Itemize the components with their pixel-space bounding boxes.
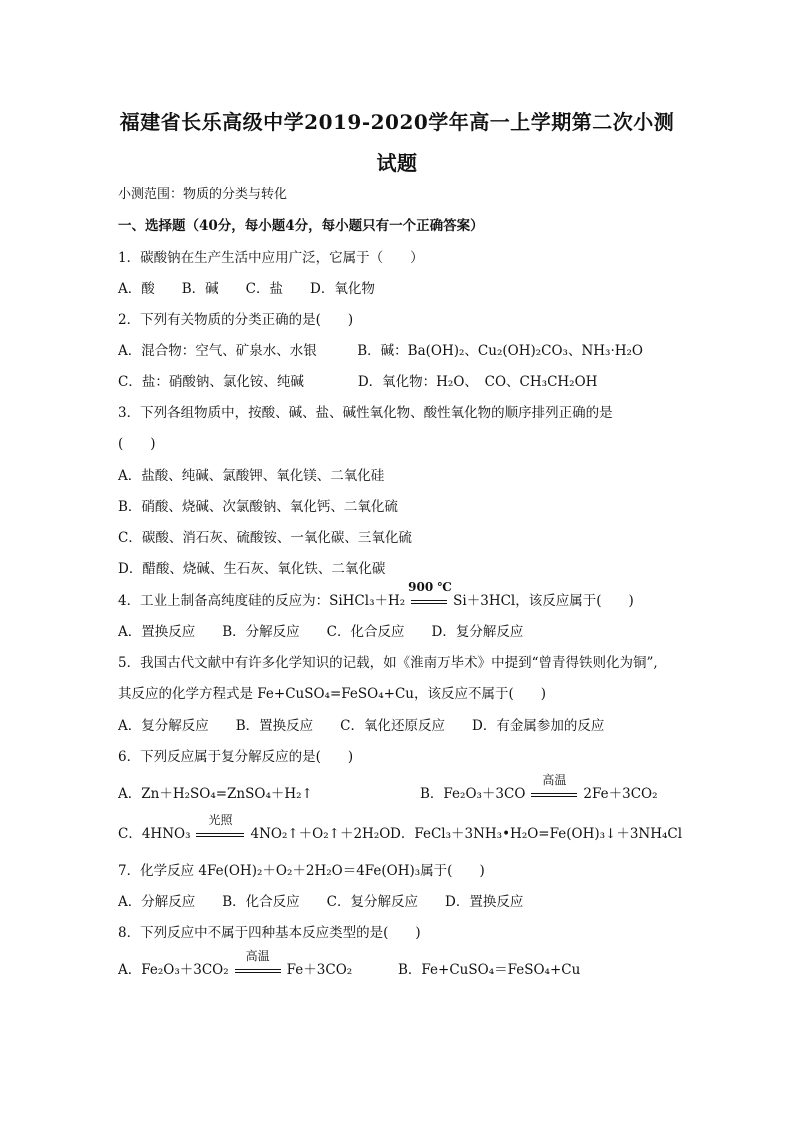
question-6-option-c xyxy=(118,813,391,843)
question-2-options-ab: A．混合物：空气、矿泉水、水银 B．碱：Ba(OH)₂、Cu₂(OH)₂CO₃、NH₃·H₂O xyxy=(118,343,643,359)
question-3-option-c: C．碳酸、消石灰、硫酸铵、一氧化碳、三氧化硫 xyxy=(118,530,412,546)
reaction-equals-sign xyxy=(196,833,244,837)
question-6-option-b xyxy=(420,773,658,803)
reaction-condition xyxy=(528,773,580,803)
reaction-condition xyxy=(193,813,247,843)
question-8-option-b: B．Fe+CuSO₄＝FeSO₄+Cu xyxy=(398,962,581,978)
question-5-stem: 5．我国古代文献中有许多化学知识的记载，如《淮南万毕术》中提到“曾青得铁则化为铜”, xyxy=(118,655,658,671)
question-4-stem-post: Si＋3HCl，该反应属于( ) xyxy=(453,593,634,609)
question-1-stem: 1．碳酸钠在生产生活中应用广泛，它属于（ ） xyxy=(118,250,424,266)
question-1-options: A．酸 B．碱 C．盐 D．氧化物 xyxy=(118,281,375,297)
reaction-condition xyxy=(232,949,284,979)
reaction-condition-text: 高温 xyxy=(542,773,567,787)
reaction-equals-sign xyxy=(531,793,577,797)
question-3-stem: 3．下列各组物质中，按酸、碱、盐、碱性氧化物、酸性氧化物的顺序排列正确的是 xyxy=(118,405,613,421)
section-heading: 一、选择题（40分，每小题4分，每小题只有一个正确答案） xyxy=(118,218,484,234)
reaction-condition-text: 高温 xyxy=(245,949,270,963)
question-6-stem: 6．下列反应属于复分解反应的是( ) xyxy=(118,749,354,765)
reaction-condition-text: 光照 xyxy=(208,813,233,827)
page-title-continued: 试题 xyxy=(376,151,418,175)
question-8-option-a-pre: A．Fe₂O₃＋3CO₂ xyxy=(118,962,229,978)
question-6-option-c-pre: C．4HNO₃ xyxy=(118,826,191,842)
reaction-condition xyxy=(408,580,452,610)
question-7-options: A．分解反应 B．化合反应 C．复分解反应 D．置换反应 xyxy=(118,894,524,910)
question-3-option-a: A．盐酸、纯碱、氯酸钾、氧化镁、二氧化硅 xyxy=(118,468,385,484)
question-6-option-a: A．Zn＋H₂SO₄=ZnSO₄＋H₂↑ xyxy=(118,786,313,802)
question-6-option-d: D．FeCl₃＋3NH₃•H₂O=Fe(OH)₃↓＋3NH₄Cl xyxy=(390,826,683,842)
question-8-option-a-post: Fe＋3CO₂ xyxy=(286,962,353,978)
question-3-option-d: D．醋酸、烧碱、生石灰、氧化铁、二氧化碳 xyxy=(118,561,386,577)
question-2-options-cd: C．盐：硝酸钠、氯化铵、纯碱 D．氧化物：H₂O、 CO、CH₃CH₂OH xyxy=(118,374,598,390)
reaction-equals-sign xyxy=(411,600,447,604)
question-6-option-b-post: 2Fe＋3CO₂ xyxy=(583,786,658,802)
quiz-scope: 小测范围：物质的分类与转化 xyxy=(118,187,288,202)
reaction-equals-sign xyxy=(235,969,281,973)
question-5-options: A．复分解反应 B．置换反应 C．氧化还原反应 D．有金属参加的反应 xyxy=(118,718,605,734)
question-8-option-a xyxy=(118,949,353,979)
question-6-option-b-pre: B．Fe₂O₃＋3CO xyxy=(420,786,526,802)
question-4-stem xyxy=(118,580,634,610)
question-5-stem-continued: 其反应的化学方程式是 Fe+CuSO₄=FeSO₄+Cu，该反应不属于( ) xyxy=(118,686,546,702)
question-8-stem: 8．下列反应中不属于四种基本反应类型的是( ) xyxy=(118,925,421,941)
question-4-stem-pre: 4．工业上制备高纯度硅的反应为：SiHCl₃＋H₂ xyxy=(118,593,406,609)
question-3-option-b: B．硝酸、烧碱、次氯酸钠、氧化钙、二氧化硫 xyxy=(118,499,398,515)
question-7-stem: 7．化学反应 4Fe(OH)₂＋O₂＋2H₂O＝4Fe(OH)₃属于( ) xyxy=(118,863,485,879)
page-title: 福建省长乐高级中学2019-2020学年高一上学期第二次小测 xyxy=(119,110,675,134)
question-4-options: A．置换反应 B．分解反应 C．化合反应 D．复分解反应 xyxy=(118,624,524,640)
question-3-stem-blank: ( ) xyxy=(118,436,156,452)
question-6-option-c-post: 4NO₂↑＋O₂↑＋2H₂O xyxy=(250,826,391,842)
reaction-condition-text: 900 ℃ xyxy=(408,580,452,594)
question-2-stem: 2．下列有关物质的分类正确的是( ) xyxy=(118,312,354,328)
